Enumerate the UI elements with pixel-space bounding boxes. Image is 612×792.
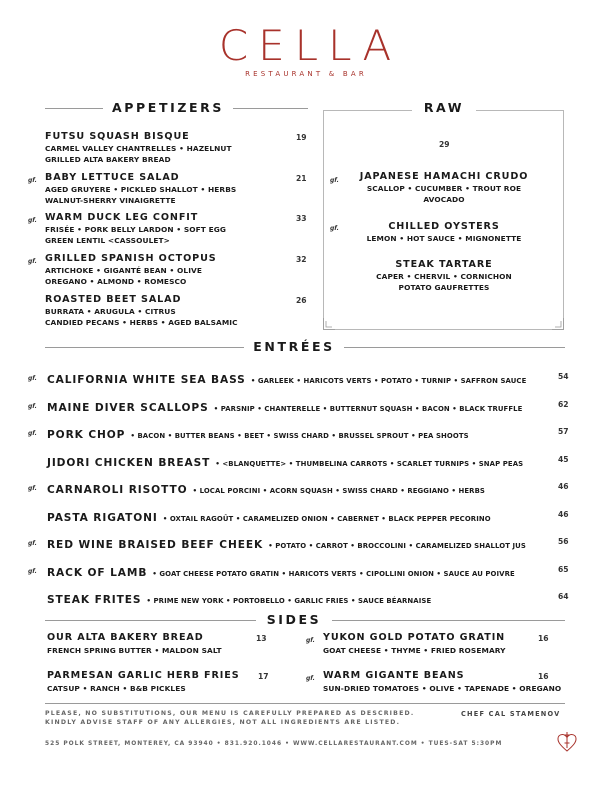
item-name: CARNAROLI RISOTTO xyxy=(47,484,188,496)
gf-marker: gf. xyxy=(28,375,37,382)
gf-marker: gf. xyxy=(28,430,37,437)
side-item xyxy=(47,632,277,656)
gf-marker: gf. xyxy=(28,258,37,265)
gf-marker: gf. xyxy=(28,177,37,184)
entree-item xyxy=(47,423,469,442)
item-desc: CANDIED PECANS • HERBS • AGED BALSAMIC xyxy=(45,318,238,328)
side-item xyxy=(323,632,563,656)
item-desc: FRISÉE • PORK BELLY LARDON • SOFT EGG xyxy=(45,225,227,234)
side-item xyxy=(323,670,568,694)
item-name: CALIFORNIA WHITE SEA BASS xyxy=(47,374,246,386)
item-desc: LEMON • HOT SAUCE • MIGNONETTE xyxy=(366,234,522,243)
item-name: MAINE DIVER SCALLOPS xyxy=(47,402,209,414)
heart-logo-icon xyxy=(557,731,577,753)
gf-marker: gf. xyxy=(28,485,37,492)
gf-marker: gf. xyxy=(330,177,339,184)
appetizer-item xyxy=(45,131,310,166)
item-desc: • PARSNIP • CHANTERELLE • BUTTERNUT SQUASH • BACON • BLACK TRUFFLE xyxy=(213,405,523,413)
item-desc: CARMEL VALLEY CHANTRELLES • HAZELNUT xyxy=(45,144,232,153)
entree-item xyxy=(47,506,491,525)
appetizers-heading: APPETIZERS xyxy=(103,100,233,115)
item-desc: GREEN LENTIL <CASSOULET> xyxy=(45,236,170,246)
item-price: 17 xyxy=(258,672,269,681)
item-name: YUKON GOLD POTATO GRATIN xyxy=(323,632,506,643)
footer-address: 525 POLK STREET, MONTEREY, CA 93940 • 831.920.1046 • WWW.CELLARESTAURANT.COM • TUES-SAT 5:30PM xyxy=(45,741,503,747)
item-desc: SUN-DRIED TOMATOES • OLIVE • TAPENADE • OREGANO xyxy=(323,684,562,693)
item-name: PARMESAN GARLIC HERB FRIES xyxy=(47,670,240,681)
item-desc: FRENCH SPRING BUTTER • MALDON SALT xyxy=(47,646,222,655)
item-desc: POTATO GAUFRETTES xyxy=(398,283,490,293)
gf-marker: gf. xyxy=(330,225,339,232)
brand-title: CELLA xyxy=(218,21,402,70)
brand-tagline: RESTAURANT & BAR xyxy=(245,70,367,78)
appetizer-item xyxy=(45,172,310,207)
gf-marker: gf. xyxy=(306,675,315,682)
item-desc: CAPER • CHERVIL • CORNICHON xyxy=(376,272,512,281)
item-price: 33 xyxy=(296,214,307,223)
item-name: RED WINE BRAISED BEEF CHEEK xyxy=(47,539,264,551)
gf-marker: gf. xyxy=(28,217,37,224)
item-price: 16 xyxy=(538,634,549,643)
item-desc: • BACON • BUTTER BEANS • BEET • SWISS CHARD • BRUSSEL SPROUT • PEA SHOOTS xyxy=(130,432,469,440)
item-name: WARM DUCK LEG CONFIT xyxy=(45,212,199,223)
item-desc: CATSUP • RANCH • B&B PICKLES xyxy=(47,684,186,693)
item-desc: SCALLOP • CUCUMBER • TROUT ROE xyxy=(366,184,522,193)
item-name: PORK CHOP xyxy=(47,429,126,441)
item-desc: • LOCAL PORCINI • ACORN SQUASH • SWISS CHARD • REGGIANO • HERBS xyxy=(192,487,485,495)
item-price: 16 xyxy=(538,672,549,681)
entree-item xyxy=(47,396,522,415)
side-item xyxy=(47,670,277,694)
item-name: ROASTED BEET SALAD xyxy=(45,294,182,305)
entree-item xyxy=(47,451,523,470)
item-desc: AVOCADO xyxy=(423,195,465,205)
sides-heading: SIDES xyxy=(256,612,332,627)
corner-ornament-icon xyxy=(323,318,335,330)
item-price: 46 xyxy=(558,510,569,519)
item-desc: GOAT CHEESE • THYME • FRIED ROSEMARY xyxy=(323,646,506,655)
item-price: 54 xyxy=(558,372,569,381)
gf-marker: gf. xyxy=(28,568,37,575)
raw-price: 29 xyxy=(439,140,450,149)
appetizer-item xyxy=(45,294,310,329)
item-desc: • POTATO • CARROT • BROCCOLINI • CARAMELIZED SHALLOT JUS xyxy=(268,542,526,550)
raw-item xyxy=(340,171,548,206)
gf-marker: gf. xyxy=(28,403,37,410)
item-desc: • <BLANQUETTE> • THUMBELINA CARROTS • SCARLET TURNIPS • SNAP PEAS xyxy=(215,460,524,468)
footer-note: KINDLY ADVISE STAFF OF ANY ALLERGIES, NOT ALL INGREDIENTS ARE LISTED. xyxy=(45,719,401,726)
raw-item xyxy=(340,221,548,244)
item-desc: • PRIME NEW YORK • PORTOBELLO • GARLIC FRIES • SAUCE BÉARNAISE xyxy=(146,597,432,605)
item-price: 62 xyxy=(558,400,569,409)
item-name: CHILLED OYSTERS xyxy=(388,221,500,232)
item-name: WARM GIGANTE BEANS xyxy=(323,670,465,681)
item-desc: • GARLEEK • HARICOTS VERTS • POTATO • TURNIP • SAFFRON SAUCE xyxy=(250,377,527,385)
appetizer-item xyxy=(45,212,310,247)
item-desc: AGED GRUYERE • PICKLED SHALLOT • HERBS xyxy=(45,185,237,194)
raw-heading: RAW xyxy=(412,100,476,115)
corner-ornament-icon xyxy=(552,318,564,330)
item-price: 65 xyxy=(558,565,569,574)
item-price: 56 xyxy=(558,537,569,546)
item-desc: BURRATA • ARUGULA • CITRUS xyxy=(45,307,176,316)
gf-marker: gf. xyxy=(28,540,37,547)
appetizer-item xyxy=(45,253,310,288)
footer-note: PLEASE, NO SUBSTITUTIONS, OUR MENU IS CAREFULLY PREPARED AS DESCRIBED. xyxy=(45,710,415,717)
item-name: RACK OF LAMB xyxy=(47,567,148,579)
entree-item xyxy=(47,588,431,607)
item-name: STEAK FRITES xyxy=(47,594,142,606)
item-name: GRILLED SPANISH OCTOPUS xyxy=(45,253,217,264)
chef-name: CHEF CAL STAMENOV xyxy=(461,710,561,718)
item-name: PASTA RIGATONI xyxy=(47,512,158,524)
item-name: STEAK TARTARE xyxy=(395,259,493,270)
raw-item xyxy=(340,259,548,294)
item-name: FUTSU SQUASH BISQUE xyxy=(45,131,190,142)
entrees-heading: ENTRÉES xyxy=(244,339,344,354)
item-price: 19 xyxy=(296,133,307,142)
entree-item xyxy=(47,478,485,497)
item-desc: OREGANO • ALMOND • ROMESCO xyxy=(45,277,187,287)
entree-item xyxy=(47,561,515,580)
item-name: BABY LETTUCE SALAD xyxy=(45,172,180,183)
entree-item xyxy=(47,368,526,387)
item-price: 21 xyxy=(296,174,307,183)
item-desc: • GOAT CHEESE POTATO GRATIN • HARICOTS VERTS • CIPOLLINI ONION • SAUCE AU POIVRE xyxy=(152,570,515,578)
gf-marker: gf. xyxy=(306,637,315,644)
item-desc: ARTICHOKE • GIGANTÉ BEAN • OLIVE xyxy=(45,266,203,275)
item-desc: • OXTAIL RAGOÛT • CARAMELIZED ONION • CABERNET • BLACK PEPPER PECORINO xyxy=(162,515,491,523)
item-name: JAPANESE HAMACHI CRUDO xyxy=(359,171,529,182)
entree-item xyxy=(47,533,526,552)
footer-rule xyxy=(45,703,565,704)
item-desc: WALNUT-SHERRY VINAIGRETTE xyxy=(45,196,176,206)
item-desc: GRILLED ALTA BAKERY BREAD xyxy=(45,155,171,165)
item-price: 26 xyxy=(296,296,307,305)
item-name: JIDORI CHICKEN BREAST xyxy=(47,457,211,469)
item-price: 46 xyxy=(558,482,569,491)
item-price: 45 xyxy=(558,455,569,464)
item-price: 13 xyxy=(256,634,267,643)
item-name: OUR ALTA BAKERY BREAD xyxy=(47,632,204,643)
item-price: 57 xyxy=(558,427,569,436)
item-price: 64 xyxy=(558,592,569,601)
item-price: 32 xyxy=(296,255,307,264)
